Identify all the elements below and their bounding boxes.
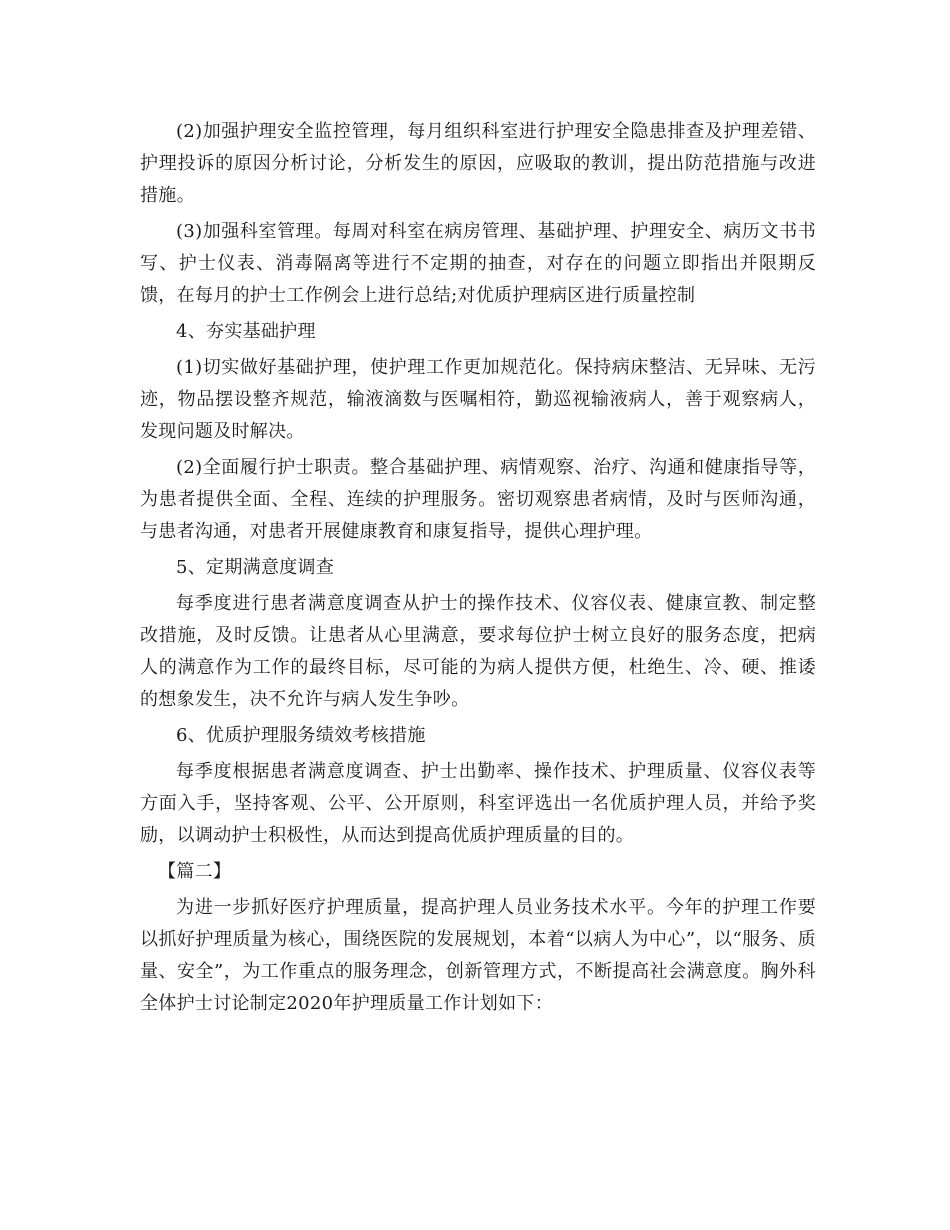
document-page [140,116,816,1020]
paragraph-department-management: (3)加强科室管理。每周对科室在病房管理、基础护理、护理安全、病历文书书写、护士仪表、消毒隔离等进行不定期的抽查，对存在的问题立即指出并限期反馈，在每月的护士工作例会上进行总结;对优质护理病区进行质量控制 [140,221,816,306]
heading-satisfaction-survey: 5、定期满意度调查 [176,557,335,578]
paragraph-satisfaction-survey: 每季度进行患者满意度调查从护士的操作技术、仪容仪表、健康宣教、制定整改措施，及时反馈。让患者从心里满意，要求每位护士树立良好的服务态度，把病人的满意作为工作的最终目标，尽可能的为病人提供方便，杜绝生、冷、硬、推诿的想象发生，决不允许与病人发生争吵。 [140,593,816,710]
heading-performance-assessment: 6、优质护理服务绩效考核措施 [176,725,426,746]
paragraph-part-two-intro: 为进一步抓好医疗护理质量，提高护理人员业务技术水平。今年的护理工作要以抓好护理质量为核心，围绕医院的发展规划，本着“以病人为中心”，以“服务、质量、安全”，为工作重点的服务理念，创新管理方式，不断提高社会满意度。胸外科全体护士讨论制定2020年护理质量工作计划如下： [140,897,816,1014]
heading-basic-nursing: 4、夯实基础护理 [176,321,316,342]
section-heading-part-two: 【篇二】 [158,861,232,882]
paragraph-basic-nursing: (1)切实做好基础护理，使护理工作更加规范化。保持病床整洁、无异味、无污迹，物品摆设整齐规范，输液滴数与医嘱相符，勤巡视输液病人，善于观察病人，发现问题及时解决。 [140,357,816,442]
paragraph-safety-monitoring: (2)加强护理安全监控管理，每月组织科室进行护理安全隐患排查及护理差错、护理投诉的原因分析讨论，分析发生的原因，应吸取的教训，提出防范措施与改进措施。 [140,121,816,206]
paragraph-nurse-duties: (2)全面履行护士职责。整合基础护理、病情观察、治疗、沟通和健康指导等，为患者提供全面、全程、连续的护理服务。密切观察患者病情，及时与医师沟通，与患者沟通，对患者开展健康教育和康复指导，提供心理护理。 [140,457,816,542]
paragraph-performance-assessment: 每季度根据患者满意度调查、护士出勤率、操作技术、护理质量、仪容仪表等方面入手，坚持客观、公平、公开原则，科室评选出一名优质护理人员，并给予奖励，以调动护士积极性，从而达到提高优质护理质量的目的。 [140,761,816,846]
